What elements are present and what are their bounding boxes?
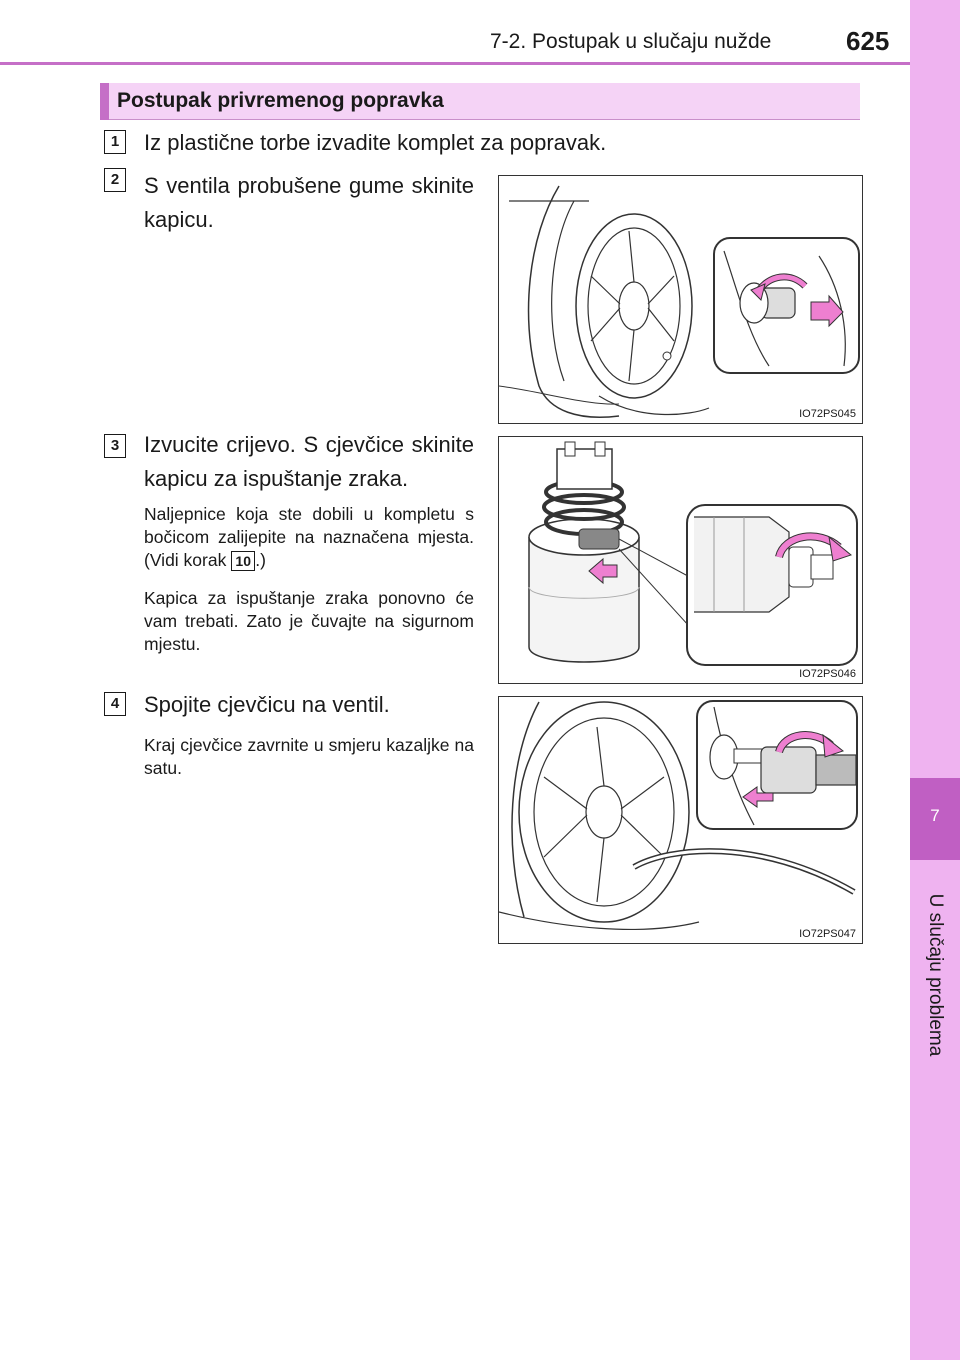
step-3-note-2: Kapica za ispuštanje zraka ponovno će vam trebati. Zato je čuvajte na sigurnom mjestu.	[144, 588, 474, 654]
step-4-text: Spojite cjevčicu na ventil.	[144, 692, 390, 717]
step-3-note-1-text: Naljepnice koja ste dobili u kompletu s bočicom zalijepite na naznačena mjesta. (Vidi korak	[144, 504, 474, 570]
flat-tire-valve-cap-illustration	[499, 176, 862, 423]
step-3-number: 3	[104, 434, 126, 458]
page-number: 625	[846, 26, 890, 56]
step-reference-10: 10	[231, 551, 255, 571]
figure-code: IO72PS047	[799, 928, 856, 940]
chapter-side-tab	[910, 0, 960, 1360]
step-2-figure	[498, 175, 863, 424]
step-2-text: S ventila probušene gume skinite kapicu.	[144, 173, 474, 232]
header-rule	[0, 62, 910, 65]
chapter-number: 7	[930, 806, 940, 825]
step-3-note-1-tail: .)	[255, 550, 266, 570]
hose-valve-connection-illustration	[499, 697, 862, 943]
section-title: 7-2. Postupak u slučaju nužde	[490, 30, 772, 53]
chapter-label: U slučaju problema	[925, 893, 946, 1057]
step-4-figure	[498, 696, 863, 944]
step-3-figure	[498, 436, 863, 684]
step-4-note: Kraj cjevčice zavrnite u smjeru kazaljke na satu.	[144, 735, 474, 778]
sealant-bottle-hose-illustration	[499, 437, 862, 683]
step-3-text: Izvucite crijevo. S cjevčice skinite kapicu za ispuštanje zraka.	[144, 432, 474, 491]
step-2-number: 2	[104, 168, 126, 192]
section-heading-accent	[100, 83, 109, 120]
figure-code: IO72PS045	[799, 408, 856, 420]
step-4-number: 4	[104, 692, 126, 716]
section-heading: Postupak privremenog popravka	[117, 89, 444, 112]
step-1-number: 1	[104, 130, 126, 154]
figure-code: IO72PS046	[799, 668, 856, 680]
step-1-text: Iz plastične torbe izvadite komplet za popravak.	[144, 130, 607, 155]
step-3-note-1	[144, 503, 474, 572]
